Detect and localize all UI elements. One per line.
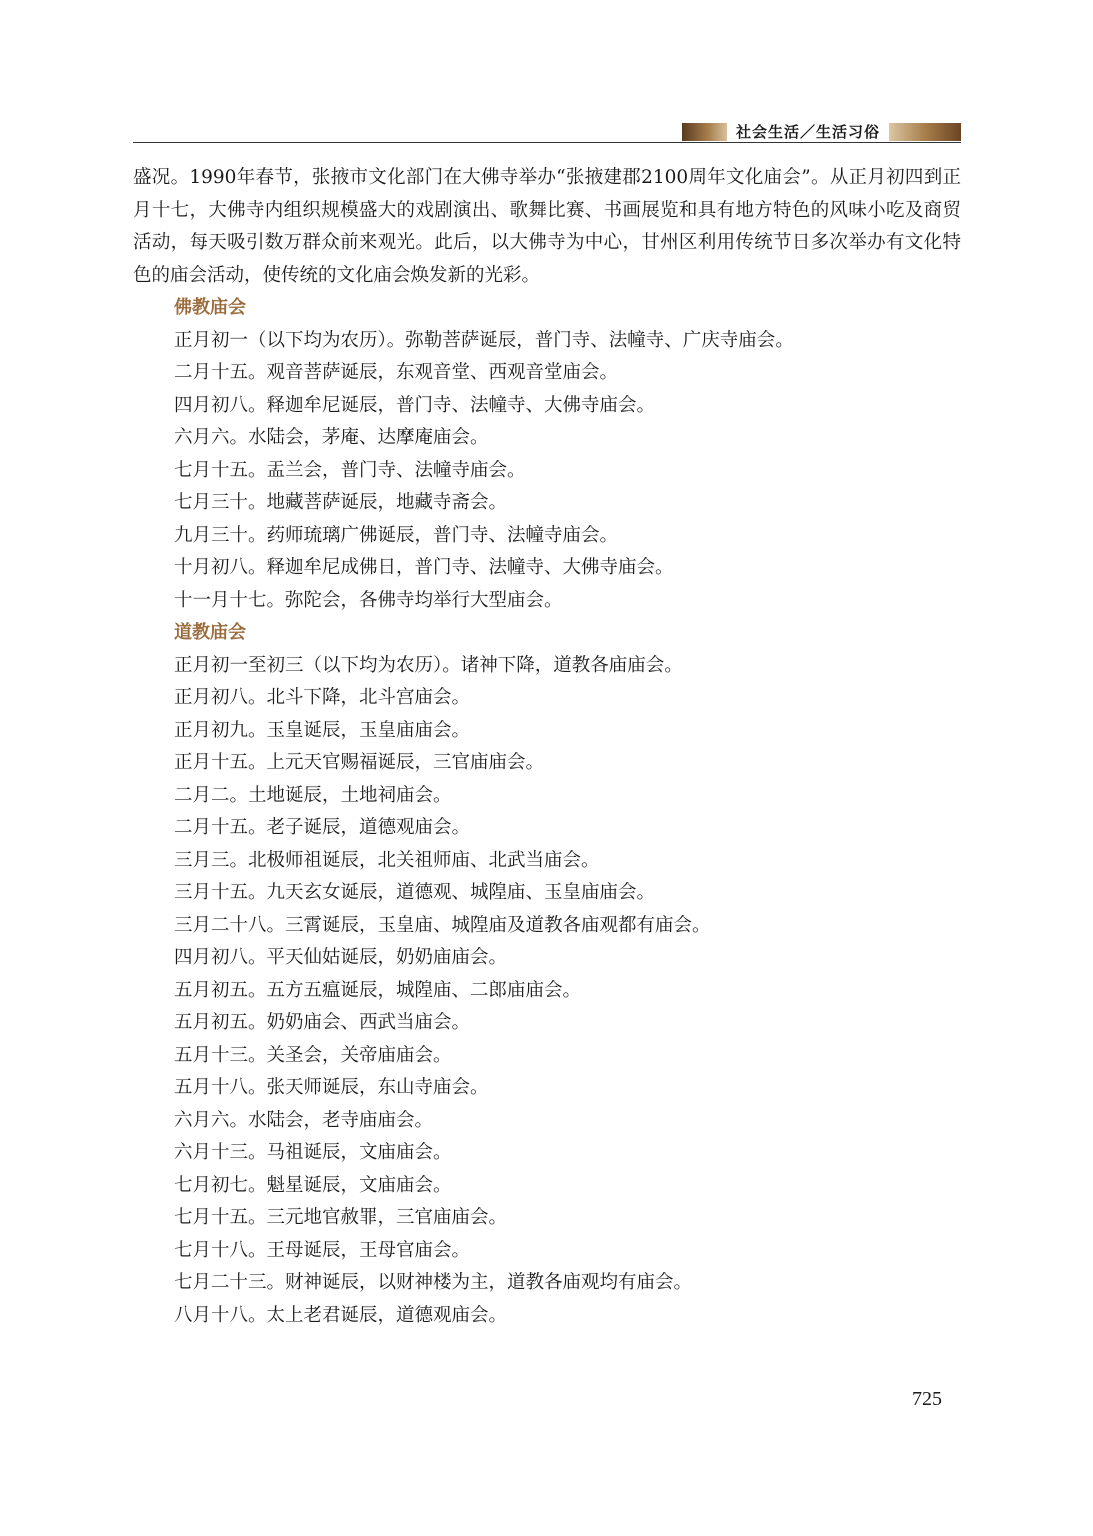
festival-entry: 九月三十。药师琉璃广佛诞辰，普门寺、法幢寺庙会。: [174, 524, 619, 546]
header-title: 社会生活／生活习俗: [727, 123, 889, 141]
festival-entry: 八月十八。太上老君诞辰，道德观庙会。: [174, 1304, 508, 1326]
festival-entry: 六月六。水陆会，茅庵、达摩庵庙会。: [174, 427, 489, 448]
festival-entry: 正月初八。北斗下降，北斗宫庙会。: [174, 687, 471, 708]
festival-entry: 四月初八。释迦牟尼诞辰，普门寺、法幢寺、大佛寺庙会。: [174, 394, 656, 416]
festival-entry: 五月十三。关圣会，关帝庙庙会。: [174, 1044, 452, 1066]
festival-entry: 七月十五。盂兰会，普门寺、法幢寺庙会。: [174, 459, 526, 481]
festival-entry: 正月初一（以下均为农历）。弥勒菩萨诞辰，普门寺、法幢寺、广庆寺庙会。: [174, 329, 794, 351]
festival-entry: 三月三。北极师祖诞辰，北关祖师庙、北武当庙会。: [174, 849, 600, 871]
header-band-right-decoration: [889, 123, 961, 141]
festival-entry: 十一月十七。弥陀会，各佛寺均举行大型庙会。: [174, 589, 563, 611]
festival-entry: 二月二。土地诞辰，土地祠庙会。: [174, 784, 452, 806]
festival-entry: 六月六。水陆会，老寺庙庙会。: [174, 1109, 434, 1131]
festival-entry: 六月十三。马祖诞辰，文庙庙会。: [174, 1142, 452, 1163]
intro-paragraph: 盛况。1990年春节，张掖市文化部门在大佛寺举办“张掖建郡2100周年文化庙会”。从正月初四到正月十七，大佛寺内组织规模盛大的戏剧演出、歌舞比赛、书画展览和具有地方特色的风味小吃及商贸活动，每天吸引数万群众前来观光。此后，以大佛寺为中心，甘州区利用传统节日多次举办有文化特色的庙会活动，使传统的文化庙会焕发新的光彩。: [133, 167, 961, 286]
festival-entry: 正月十五。上元天官赐福诞辰，三官庙庙会。: [174, 752, 545, 773]
festival-entry: 七月初七。魁星诞辰，文庙庙会。: [174, 1174, 452, 1196]
section-heading: 佛教庙会: [174, 297, 246, 318]
festival-list: [133, 650, 961, 1333]
festival-entry: 十月初八。释迦牟尼成佛日，普门寺、法幢寺、大佛寺庙会。: [174, 557, 674, 578]
festival-entry: 七月三十。地藏菩萨诞辰，地藏寺斋会。: [174, 492, 508, 513]
festival-entry: 正月初一至初三（以下均为农历）。诸神下降，道教各庙庙会。: [174, 654, 683, 676]
header-rule: [133, 142, 961, 143]
page-number: 725: [912, 1388, 942, 1410]
festival-entry: 五月十八。张天师诞辰，东山寺庙会。: [174, 1077, 489, 1098]
festival-entry: 七月二十三。财神诞辰，以财神楼为主，道教各庙观均有庙会。: [174, 1272, 693, 1293]
section-heading: 道教庙会: [174, 622, 246, 643]
sections-container: [133, 292, 961, 1332]
festival-entry: 正月初九。玉皇诞辰，玉皇庙庙会。: [174, 719, 471, 741]
festival-entry: 二月十五。观音菩萨诞辰，东观音堂、西观音堂庙会。: [174, 362, 619, 383]
page-body: [133, 162, 961, 1332]
header-band: [682, 123, 961, 141]
festival-entry: 五月初五。奶奶庙会、西武当庙会。: [174, 1012, 471, 1033]
festival-entry: 三月十五。九天玄女诞辰，道德观、城隍庙、玉皇庙庙会。: [174, 882, 656, 903]
festival-entry: 四月初八。平天仙姑诞辰，奶奶庙庙会。: [174, 947, 508, 968]
festival-entry: 五月初五。五方五瘟诞辰，城隍庙、二郎庙庙会。: [174, 979, 582, 1001]
festival-entry: 七月十五。三元地官赦罪，三官庙庙会。: [174, 1207, 508, 1228]
festival-entry: 二月十五。老子诞辰，道德观庙会。: [174, 817, 471, 838]
festival-entry: 三月二十八。三霄诞辰，玉皇庙、城隍庙及道教各庙观都有庙会。: [174, 914, 711, 936]
festival-list: [133, 325, 961, 618]
running-header: [133, 120, 961, 144]
festival-entry: 七月十八。王母诞辰，王母官庙会。: [174, 1239, 471, 1261]
header-band-left-decoration: [682, 123, 727, 141]
